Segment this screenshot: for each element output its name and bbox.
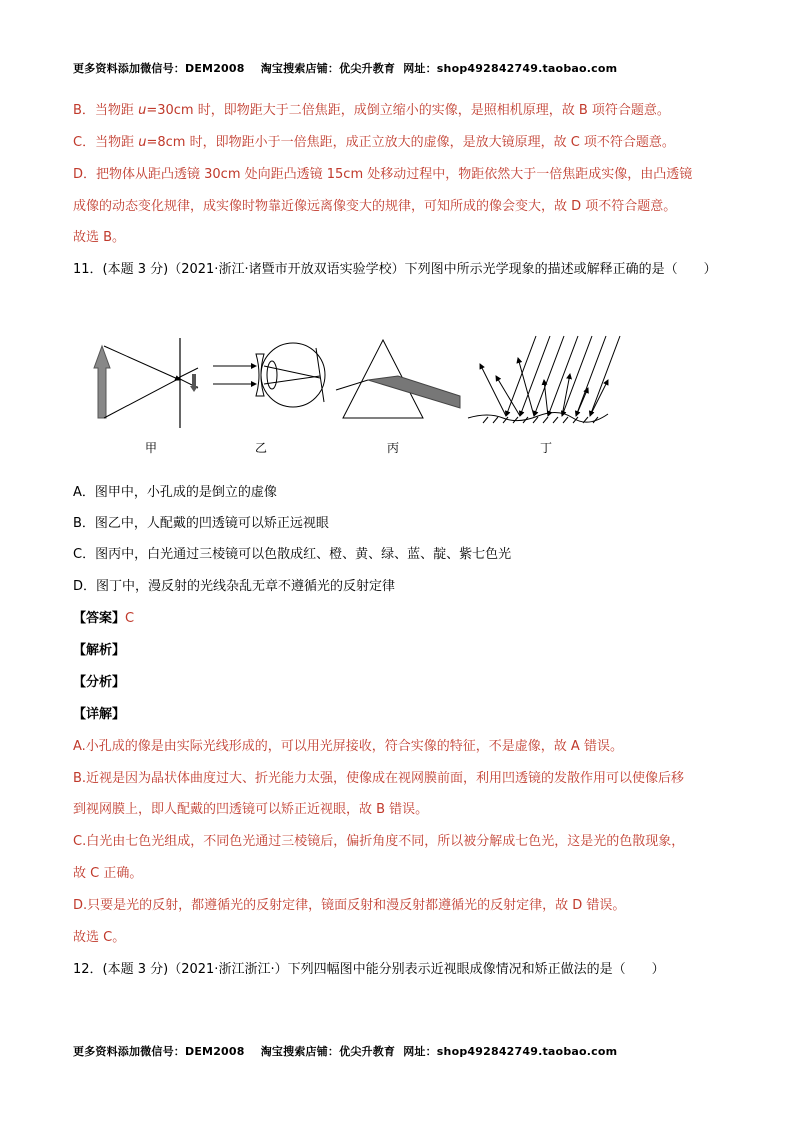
q11-explain-b2: 到视网膜上，即人配戴的凹透镜可以矫正近视眼，故 B 错误。	[73, 802, 429, 817]
page-header	[73, 60, 617, 76]
header-wechat: 更多资料添加微信号：DEM2008	[73, 62, 245, 75]
prev-option-c: C．当物距 u=8cm 时，即物距小于一倍焦距，成正立放大的虚像，是放大镜原理，故 C 项不符合题意。	[73, 135, 675, 150]
prev-option-d-line2: 成像的动态变化规律，成实像时物靠近像远离像变大的规律，可知所成的像会变大，故 D 项不符合题意。	[73, 199, 677, 214]
figure-jia-pinhole	[94, 338, 198, 428]
q11-option-b: B．图乙中，人配戴的凹透镜可以矫正远视眼	[73, 516, 329, 531]
q11-explain-b1: B.近视是因为晶状体曲度过大、折光能力太强，使像成在视网膜前面，利用凹透镜的发散作用可以使像后移	[73, 771, 685, 786]
figure-ding-diffuse	[468, 336, 620, 423]
q11-option-a: A．图甲中，小孔成的是倒立的虚像	[73, 485, 277, 500]
prev-option-d-line1: D．把物体从距凸透镜 30cm 处向距凸透镜 15cm 处移动过程中，物距依然大于一倍焦距成实像，由凸透镜	[73, 167, 693, 182]
header-site: 网址：shop492842749.taobao.com	[403, 62, 618, 75]
prev-conclusion: 故选 B。	[73, 230, 126, 245]
caption-bing: 丙	[387, 441, 400, 455]
q11-option-d: D．图丁中，漫反射的光线杂乱无章不遵循光的反射定律	[73, 579, 396, 594]
caption-ding: 丁	[540, 441, 553, 455]
q11-stem: 11．(本题 3 分)（2021·浙江·诸暨市开放双语实验学校）下列图中所示光学现象的描述或解释正确的是（ ）	[73, 262, 717, 277]
q11-option-c: C．图丙中，白光通过三棱镜可以色散成红、橙、黄、绿、蓝、靛、紫七色光	[73, 547, 512, 562]
prev-option-b: B．当物距 u=30cm 时，即物距大于二倍焦距，成倒立缩小的实像，是照相机原理，故 B 项符合题意。	[73, 103, 670, 118]
q11-figure	[88, 318, 648, 458]
q11-explain-c1: C.白光由七色光组成，不同色光通过三棱镜后，偏折角度不同，所以被分解成七色光，这是光的色散现象，	[73, 834, 685, 849]
q11-detail-label: 【详解】	[73, 707, 126, 722]
q11-fenxi-label: 【分析】	[73, 675, 126, 690]
page-footer	[73, 1043, 617, 1059]
answer-value: C	[125, 611, 135, 626]
q11-answer	[73, 611, 134, 627]
caption-jia: 甲	[145, 441, 158, 455]
answer-label: 【答案】	[73, 611, 126, 626]
q11-conclusion: 故选 C。	[73, 930, 126, 945]
caption-yi: 乙	[255, 441, 268, 455]
footer-shop: 淘宝搜索店铺：优尖升教育	[260, 1045, 396, 1058]
q11-explain-a: A.小孔成的像是由实际光线形成的，可以用光屏接收，符合实像的特征，不是虚像，故 A 错误。	[73, 739, 623, 754]
figure-bing-prism	[336, 340, 460, 418]
footer-wechat: 更多资料添加微信号：DEM2008	[73, 1045, 245, 1058]
q11-explain-d: D.只要是光的反射，都遵循光的反射定律，镜面反射和漫反射都遵循光的反射定律，故 D 错误。	[73, 898, 626, 913]
figure-yi-eye	[213, 343, 325, 407]
q12-stem: 12．(本题 3 分)（2021·浙江浙江·）下列四幅图中能分别表示近视眼成像情况和矫正做法的是（ ）	[73, 962, 665, 977]
q11-explain-c2: 故 C 正确。	[73, 866, 143, 881]
header-shop: 淘宝搜索店铺：优尖升教育	[260, 62, 396, 75]
footer-site: 网址：shop492842749.taobao.com	[403, 1045, 618, 1058]
q11-analysis-label: 【解析】	[73, 643, 126, 658]
